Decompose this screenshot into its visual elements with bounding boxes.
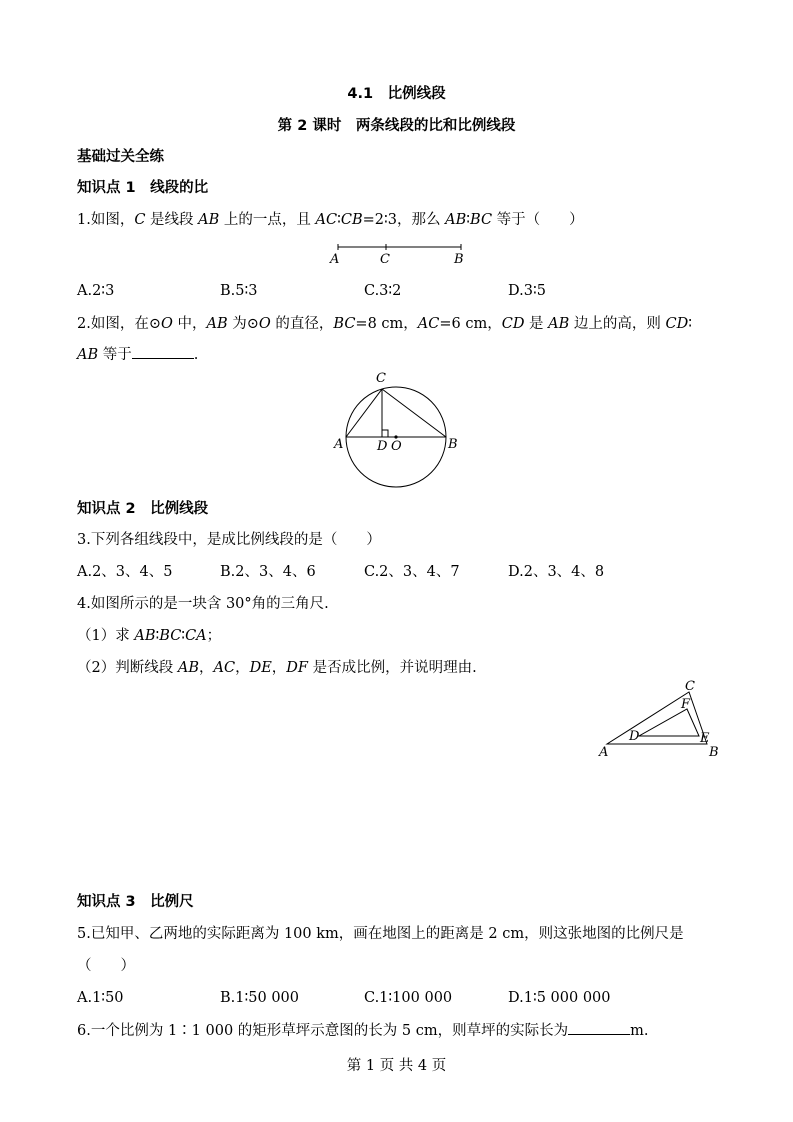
set-square-figure: [595, 680, 725, 760]
label-d: D: [377, 439, 388, 454]
label-o: O: [391, 439, 402, 454]
segment-ac: [346, 389, 382, 437]
label-b: B: [709, 745, 719, 760]
q3-option-b: B.2、3、4、6: [220, 564, 316, 580]
segment-bc: [382, 389, 446, 437]
label-d: D: [629, 729, 640, 744]
section-title: 4.1 比例线段: [347, 86, 446, 102]
question-4: 4.如图所示的是一块含 30°角的三角尺.: [77, 596, 329, 612]
kp3-number: 知识点 3: [77, 894, 136, 910]
q5-option-c: C.1∶100 000: [364, 990, 453, 1006]
kp1-title: 线段的比: [150, 180, 209, 196]
kp1-number: 知识点 1: [77, 180, 136, 196]
inner-triangle: [639, 709, 699, 736]
q3-option-a: A.2、3、4、5: [77, 564, 173, 580]
q3-option-d: D.2、3、4、8: [508, 564, 605, 580]
basic-practice-heading: 基础过关全练: [77, 149, 164, 165]
segment-figure: [325, 238, 470, 268]
label-a: A: [599, 745, 609, 760]
label-f: F: [681, 697, 691, 712]
q2-answer-blank[interactable]: [132, 344, 194, 359]
q5-option-d: D.1∶5 000 000: [508, 990, 611, 1006]
q5-option-a: A.1∶50: [77, 990, 124, 1006]
kp2-title: 比例线段: [150, 501, 209, 517]
question-3: 3.下列各组线段中，是成比例线段的是（ ）: [77, 532, 381, 548]
q1-option-a: A.2∶3: [77, 283, 115, 299]
q3-option-c: C.2、3、4、7: [364, 564, 460, 580]
kp2-number: 知识点 2: [77, 501, 136, 517]
label-b: B: [454, 252, 464, 267]
kp3-title: 比例尺: [150, 894, 194, 910]
knowledge-point-2-heading: [77, 499, 208, 519]
page-footer: 第 1 页 共 4 页: [346, 1058, 447, 1074]
q1-option-c: C.3∶2: [364, 283, 402, 299]
q6-answer-blank[interactable]: [568, 1020, 630, 1035]
label-e: E: [700, 731, 710, 746]
label-a: A: [334, 437, 344, 452]
q1-option-d: D.3∶5: [508, 283, 546, 299]
right-angle-mark: [382, 430, 388, 437]
label-c: C: [380, 252, 390, 267]
knowledge-point-1-heading: [77, 178, 208, 198]
knowledge-point-3-heading: [77, 892, 194, 912]
label-c: C: [685, 679, 695, 694]
label-b: B: [448, 437, 458, 452]
question-2-cont: AB 等于 .: [77, 344, 198, 365]
q1-option-b: B.5∶3: [220, 283, 258, 299]
circle-figure: [330, 368, 465, 486]
question-4-part-1: （1）求 AB∶BC∶CA；: [77, 628, 222, 644]
lesson-title: 第 2 课时 两条线段的比和比例线段: [277, 118, 516, 134]
question-5-paren: （ ）: [77, 958, 135, 974]
q5-option-b: B.1∶50 000: [220, 990, 299, 1006]
question-5: 5.已知甲、乙两地的实际距离为 100 km，画在地图上的距离是 2 cm，则这张地图的比例尺是: [77, 926, 684, 942]
label-c: C: [376, 371, 386, 386]
question-6: 6.一个比例为 1∶1 000 的矩形草坪示意图的长为 5 cm，则草坪的实际长为 m.: [77, 1020, 648, 1041]
label-a: A: [330, 252, 340, 267]
question-4-part-2: （2）判断线段 AB，AC，DE，DF 是否成比例，并说明理由.: [77, 660, 477, 676]
question-2: 2.如图，在⊙O 中，AB 为⊙O 的直径，BC=8 cm，AC=6 cm，CD 是 AB 边上的高，则 CD∶: [77, 316, 693, 332]
question-1: 1.如图，C 是线段 AB 上的一点，且 AC∶CB=2∶3，那么 AB∶BC 等于（ ）: [77, 212, 584, 228]
